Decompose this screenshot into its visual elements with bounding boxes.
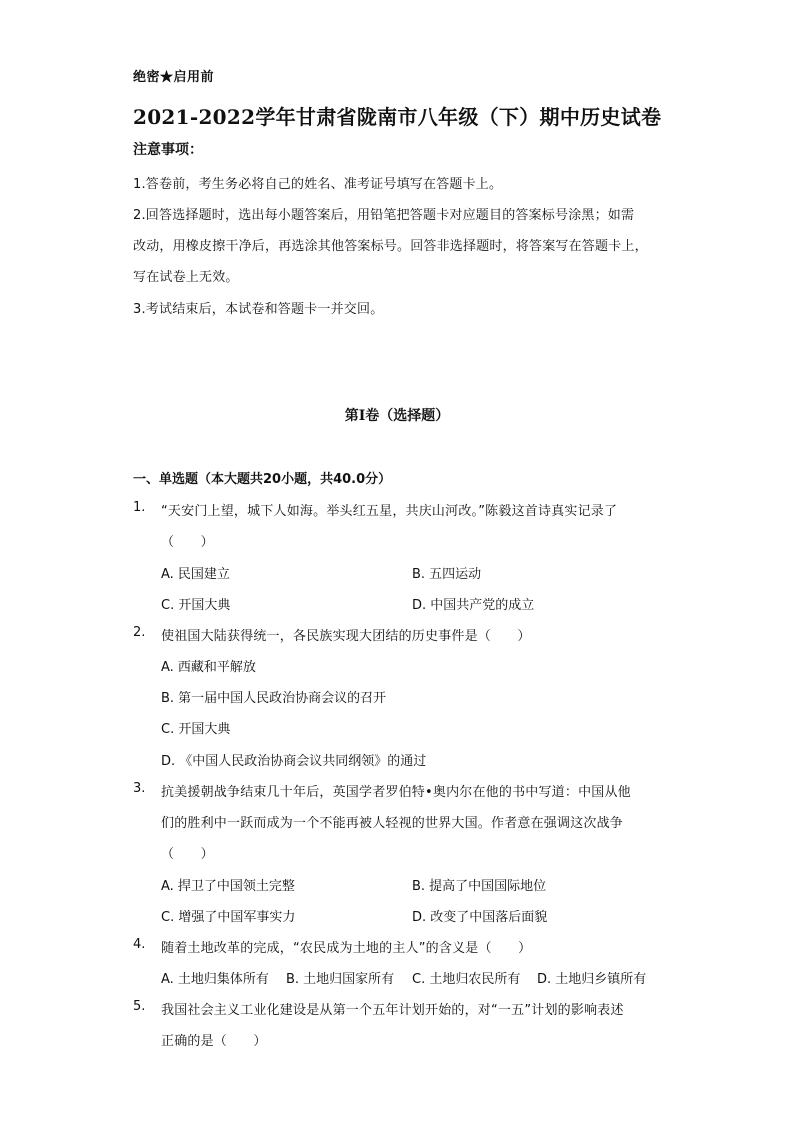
- question-number: 1.: [133, 500, 146, 515]
- question-text: 使祖国大陆获得统一，各民族实现大团结的历史事件是（ ）: [161, 629, 531, 644]
- option-a: A. 民国建立: [161, 567, 230, 582]
- notice-line: 改动，用橡皮擦干净后，再选涂其他答案标号。回答非选择题时，将答案写在答题卡上，: [133, 239, 648, 254]
- option-a: A. 土地归集体所有: [161, 972, 269, 987]
- question-number: 2.: [133, 625, 146, 640]
- question-number: 3.: [133, 781, 146, 796]
- question-text: 抗美援朝战争结束几十年后，英国学者罗伯特•奥内尔在他的书中写道：中国从他: [161, 785, 631, 800]
- option-d: D. 中国共产党的成立: [412, 598, 535, 613]
- secret-mark: 绝密★启用前: [133, 70, 215, 85]
- question-text: 随着土地改革的完成，“农民成为土地的主人”的含义是（ ）: [161, 941, 532, 956]
- option-c: C. 开国大典: [161, 598, 231, 613]
- notice-line: 写在试卷上无效。: [133, 270, 239, 285]
- notice-line: 2.回答选择题时，选出每小题答案后，用铅笔把答题卡对应题目的答案标号涂黑；如需: [133, 208, 635, 223]
- option-b: B. 五四运动: [412, 567, 482, 582]
- question-text: （ ）: [161, 535, 214, 550]
- page-title: 2021-2022学年甘肃省陇南市八年级（下）期中历史试卷: [133, 105, 662, 129]
- part-heading: 一、单选题（本大题共20小题，共40.0分）: [133, 472, 392, 487]
- notice-line: 1.答卷前，考生务必将自己的姓名、准考证号填写在答题卡上。: [133, 177, 503, 192]
- question-text: 我国社会主义工业化建设是从第一个五年计划开始的，对“一五”计划的影响表述: [161, 1003, 624, 1018]
- question-text: （ ）: [161, 847, 214, 862]
- option-c: C. 增强了中国军事实力: [161, 910, 296, 925]
- question-number: 5.: [133, 999, 146, 1014]
- section-title: 第I卷（选择题）: [344, 408, 450, 424]
- question-text: 正确的是（ ）: [161, 1034, 267, 1049]
- option-b: B. 土地归国家所有: [286, 972, 395, 987]
- question-number: 4.: [133, 937, 146, 952]
- option-a: A. 捍卫了中国领土完整: [161, 879, 295, 894]
- notice-heading: 注意事项：: [133, 142, 203, 158]
- option-d: D. 改变了中国落后面貌: [412, 910, 548, 925]
- option-b: B. 第一届中国人民政治协商会议的召开: [161, 691, 387, 706]
- question-text: “天安门上望，城下人如海。举头红五星，共庆山河改。”陈毅这首诗真实记录了: [161, 504, 618, 519]
- option-d: D. 土地归乡镇所有: [537, 972, 647, 987]
- option-c: C. 土地归农民所有: [412, 972, 521, 987]
- question-text: 们的胜利中一跃而成为一个不能再被人轻视的世界大国。作者意在强调这次战争: [161, 816, 624, 831]
- option-b: B. 提高了中国国际地位: [412, 879, 547, 894]
- notice-line: 3.考试结束后，本试卷和答题卡一并交回。: [133, 302, 384, 317]
- option-d: D. 《中国人民政治协商会议共同纲领》的通过: [161, 754, 427, 769]
- option-a: A. 西藏和平解放: [161, 660, 256, 675]
- option-c: C. 开国大典: [161, 722, 231, 737]
